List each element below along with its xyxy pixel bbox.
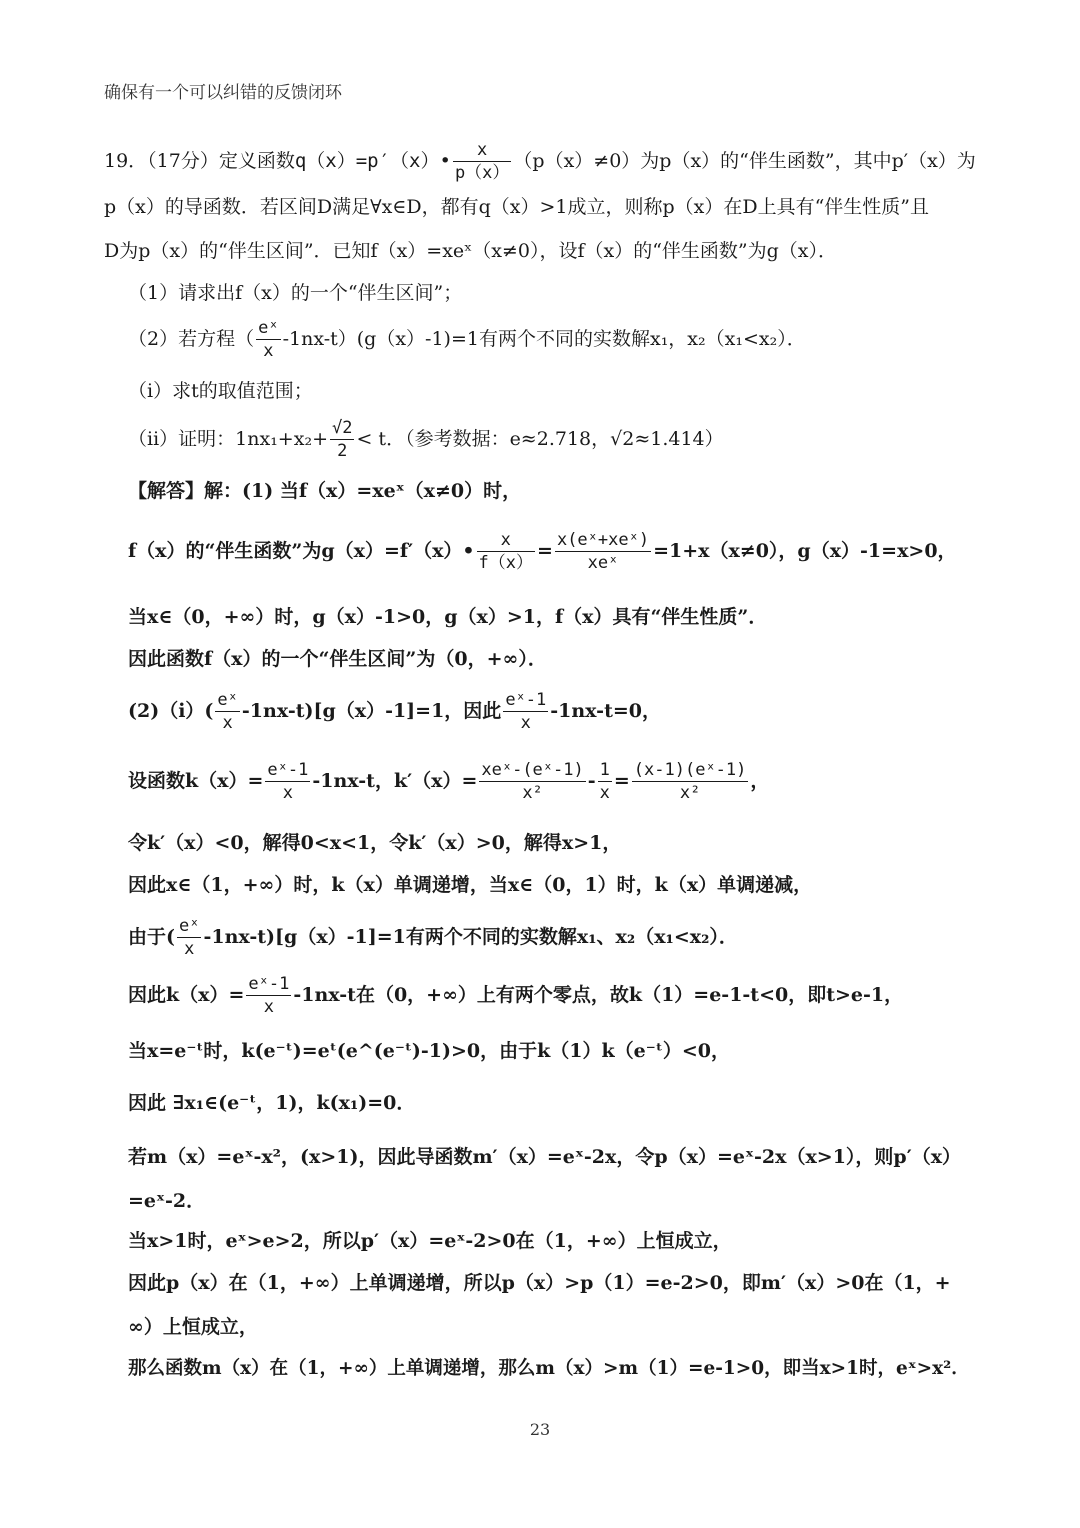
solution-line-8: 因此x∈（1，+∞）时，k（x）单调递增，当x∈（0，1）时，k（x）单调递减，: [128, 874, 813, 896]
fraction: $\frac{√2}{2}$: [331, 418, 353, 462]
solution-line-13: 若m（x）=eˣ-x²，(x>1)，因此导函数m′（x）=eˣ-2x，令p（x）=eˣ-2x（x>1），则p′（x）: [128, 1146, 962, 1168]
fraction: $\frac{x}{f(x)}$: [478, 530, 534, 574]
solution-line-2: f（x）的“伴生函数”为g（x）=f′（x）• $\frac{x}{f(x)}$ = $\frac{\text{x(eˣ+xeˣ)}}{\text{xeˣ}}$ =1+x（x≠0），g（x）-1=x>0，: [128, 530, 957, 574]
solution-line-6: 设函数k（x）= $\frac{\text{eˣ-1}}{x}$ -1nx-t，k′（x）= $\frac{\text{xeˣ-(eˣ-1)}}{\text{x²}}$ - $\frac{1}{x}$ = $\frac{\text{(x-1)(eˣ-1)}}{\text{x²}}$ ，: [128, 760, 770, 804]
solution-line-9: 由于( $\frac{\text{eˣ}}{x}$ -1nx-t)[g（x）-1]=1有两个不同的实数解x₁、x₂（x₁<x₂）．: [128, 916, 738, 960]
question-2: （2）若方程（ $\frac{\text{eˣ}}{x}$ -1nx-t）(g（x）-1)=1有两个不同的实数解x₁，x₂（x₁<x₂）．: [128, 318, 806, 362]
solution-line-11: 当x=e⁻ᵗ时，k(e⁻ᵗ)=eᵗ(e^(e⁻ᵗ)-1)>0，由于k（1）k（e⁻ᵗ）<0，: [128, 1040, 730, 1062]
fraction: $\frac{\text{eˣ}}{x}$: [217, 690, 238, 734]
fraction: $\frac{\text{eˣ}}{x}$: [258, 318, 279, 362]
question-2-i: （ⅰ）求t的取值范围；: [128, 380, 313, 402]
solution-line-17: ∞）上恒成立，: [128, 1316, 258, 1338]
formula: q（x）=p′（x）•: [294, 149, 451, 172]
solution-line-10: 因此k（x）= $\frac{\text{eˣ-1}}{x}$ -1nx-t在（0，+∞）上有两个零点，故k（1）=e-1-t<0，即t>e-1，: [128, 974, 904, 1018]
problem-line-1: [104, 140, 980, 184]
fraction: $\frac{\text{eˣ-1}}{x}$: [248, 974, 290, 1018]
solution-line-12: 因此 ∃x₁∈(e⁻ᵗ，1)，k(x₁)=0．: [128, 1092, 416, 1114]
solution-line-1: 【解答】解：(1) 当f（x）=xeˣ（x≠0）时，: [128, 480, 522, 502]
fraction: $\frac{x}{p(x)}$: [454, 140, 510, 184]
page-number: 23: [529, 1420, 551, 1439]
solution-line-14: =eˣ-2．: [128, 1190, 206, 1212]
fraction: $\frac{1}{x}$: [599, 760, 610, 804]
solution-line-16: 因此p（x）在（1，+∞）上单调递增，所以p（x）>p（1）=e-2>0，即m′（x）>0在（1，+: [128, 1272, 951, 1294]
fraction: $\frac{\text{(x-1)(eˣ-1)}}{\text{x²}}$: [633, 760, 747, 804]
text: （p（x）≠0）为p（x）的“伴生函数”，其中p′（x）为: [513, 149, 976, 172]
solution-line-4: 因此函数f（x）的一个“伴生区间”为（0，+∞）．: [128, 648, 547, 670]
problem-line-2: p（x）的导函数．若区间D满足∀x∈D，都有q（x）>1成立，则称p（x）在D上具有“伴生性质”且: [104, 196, 930, 218]
solution-line-15: 当x>1时，eˣ>e>2，所以p′（x）=eˣ-2>0在（1，+∞）上恒成立，: [128, 1230, 732, 1252]
page-header: 确保有一个可以纠错的反馈闭环: [104, 83, 342, 103]
fraction: $\frac{\text{xeˣ-(eˣ-1)}}{\text{x²}}$: [481, 760, 584, 804]
solution-line-18: 那么函数m（x）在（1，+∞）上单调递增，那么m（x）>m（1）=e-1>0，即当x>1时，eˣ>x²．: [128, 1358, 970, 1379]
solution-line-5: (2)（ⅰ）( $\frac{\text{eˣ}}{x}$ -1nx-t)[g（x）-1]=1，因此 $\frac{\text{eˣ-1}}{x}$ -1nx-t=0，: [128, 690, 661, 734]
fraction: $\frac{\text{eˣ}}{x}$: [179, 916, 200, 960]
fraction: $\frac{\text{eˣ-1}}{x}$: [267, 760, 309, 804]
question-1: （1）请求出f（x）的一个“伴生区间”；: [128, 282, 463, 304]
question-2-ii: （ⅱ）证明：1nx₁+x₂+ $\frac{√2}{2}$ < t．（参考数据：e≈2.718，√2≈1.414）: [128, 418, 724, 462]
fraction: $\frac{\text{x(eˣ+xeˣ)}}{\text{xeˣ}}$: [556, 530, 650, 574]
solution-line-7: 令k′（x）<0，解得0<x<1，令k′（x）>0，解得x>1，: [128, 832, 622, 854]
problem-number: 19．（17分）定义函数: [104, 149, 295, 172]
problem-line-3: D为p（x）的“伴生区间”．已知f（x）=xeˣ（x≠0），设f（x）的“伴生函数”为g（x）．: [104, 240, 837, 262]
fraction: $\frac{\text{eˣ-1}}{x}$: [505, 690, 547, 734]
solution-line-3: 当x∈（0，+∞）时，g（x）-1>0，g（x）>1，f（x）具有“伴生性质”．: [128, 606, 768, 628]
